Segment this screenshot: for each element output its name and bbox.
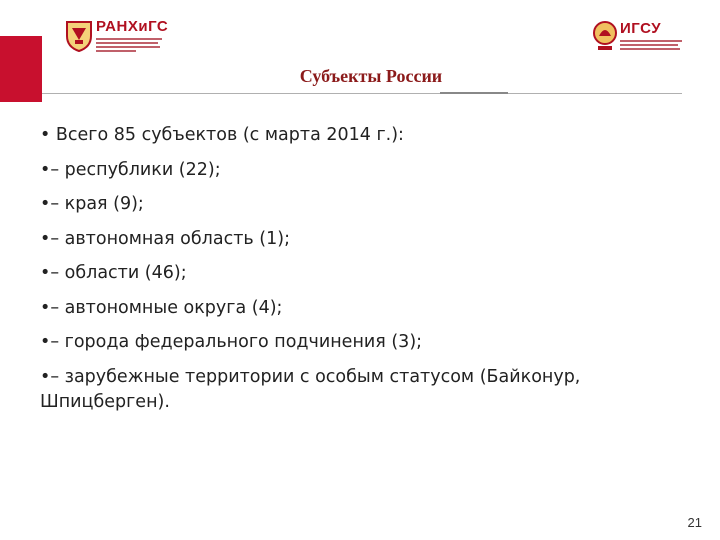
list-item-text: – области (46); [50,263,187,283]
bullet-icon: • [40,228,51,249]
bullet-icon: • [40,332,51,352]
list-item-text: – края (9); [50,194,144,214]
list-item [40,118,680,153]
page-number: 21 [687,515,702,530]
list-item [40,153,680,188]
list-item-text: – республики (22); [50,159,221,180]
list-item [40,291,680,326]
list-item [40,325,680,360]
right-logo-text: ИГСУ [620,20,662,37]
list-item-text: – автономные округа (4); [50,297,283,318]
list-item [40,187,680,222]
crest-icon [64,18,94,52]
bullet-list [40,118,680,415]
title-divider-accent [440,92,508,94]
title-divider [42,93,682,94]
list-item [40,222,680,257]
list-item [40,256,680,291]
bullet-icon: • [40,159,51,180]
list-item-text: – автономная область (1); [50,228,290,249]
igsu-logo [592,20,692,54]
left-logo-text: РАНХиГС [96,18,169,35]
list-item-text: Всего 85 субъектов (с марта 2014 г.): [50,125,404,145]
list-item-text: – зарубежные территории с особым статусом (Байконур, Шпицберген). [40,366,581,412]
bullet-icon: • [40,263,51,283]
list-item-text: – города федерального подчинения (3); [50,332,423,352]
logo-caption-lines [96,38,164,52]
slide-title: Субъекты России [299,66,443,86]
bullet-icon: • [40,194,51,214]
list-item [40,360,680,415]
logo-caption-lines [620,40,684,52]
emblem-icon [592,20,618,52]
bullet-icon: • [40,297,51,318]
ranepa-logo [64,18,169,52]
bullet-icon: • [40,125,51,145]
bullet-icon: • [40,366,51,387]
